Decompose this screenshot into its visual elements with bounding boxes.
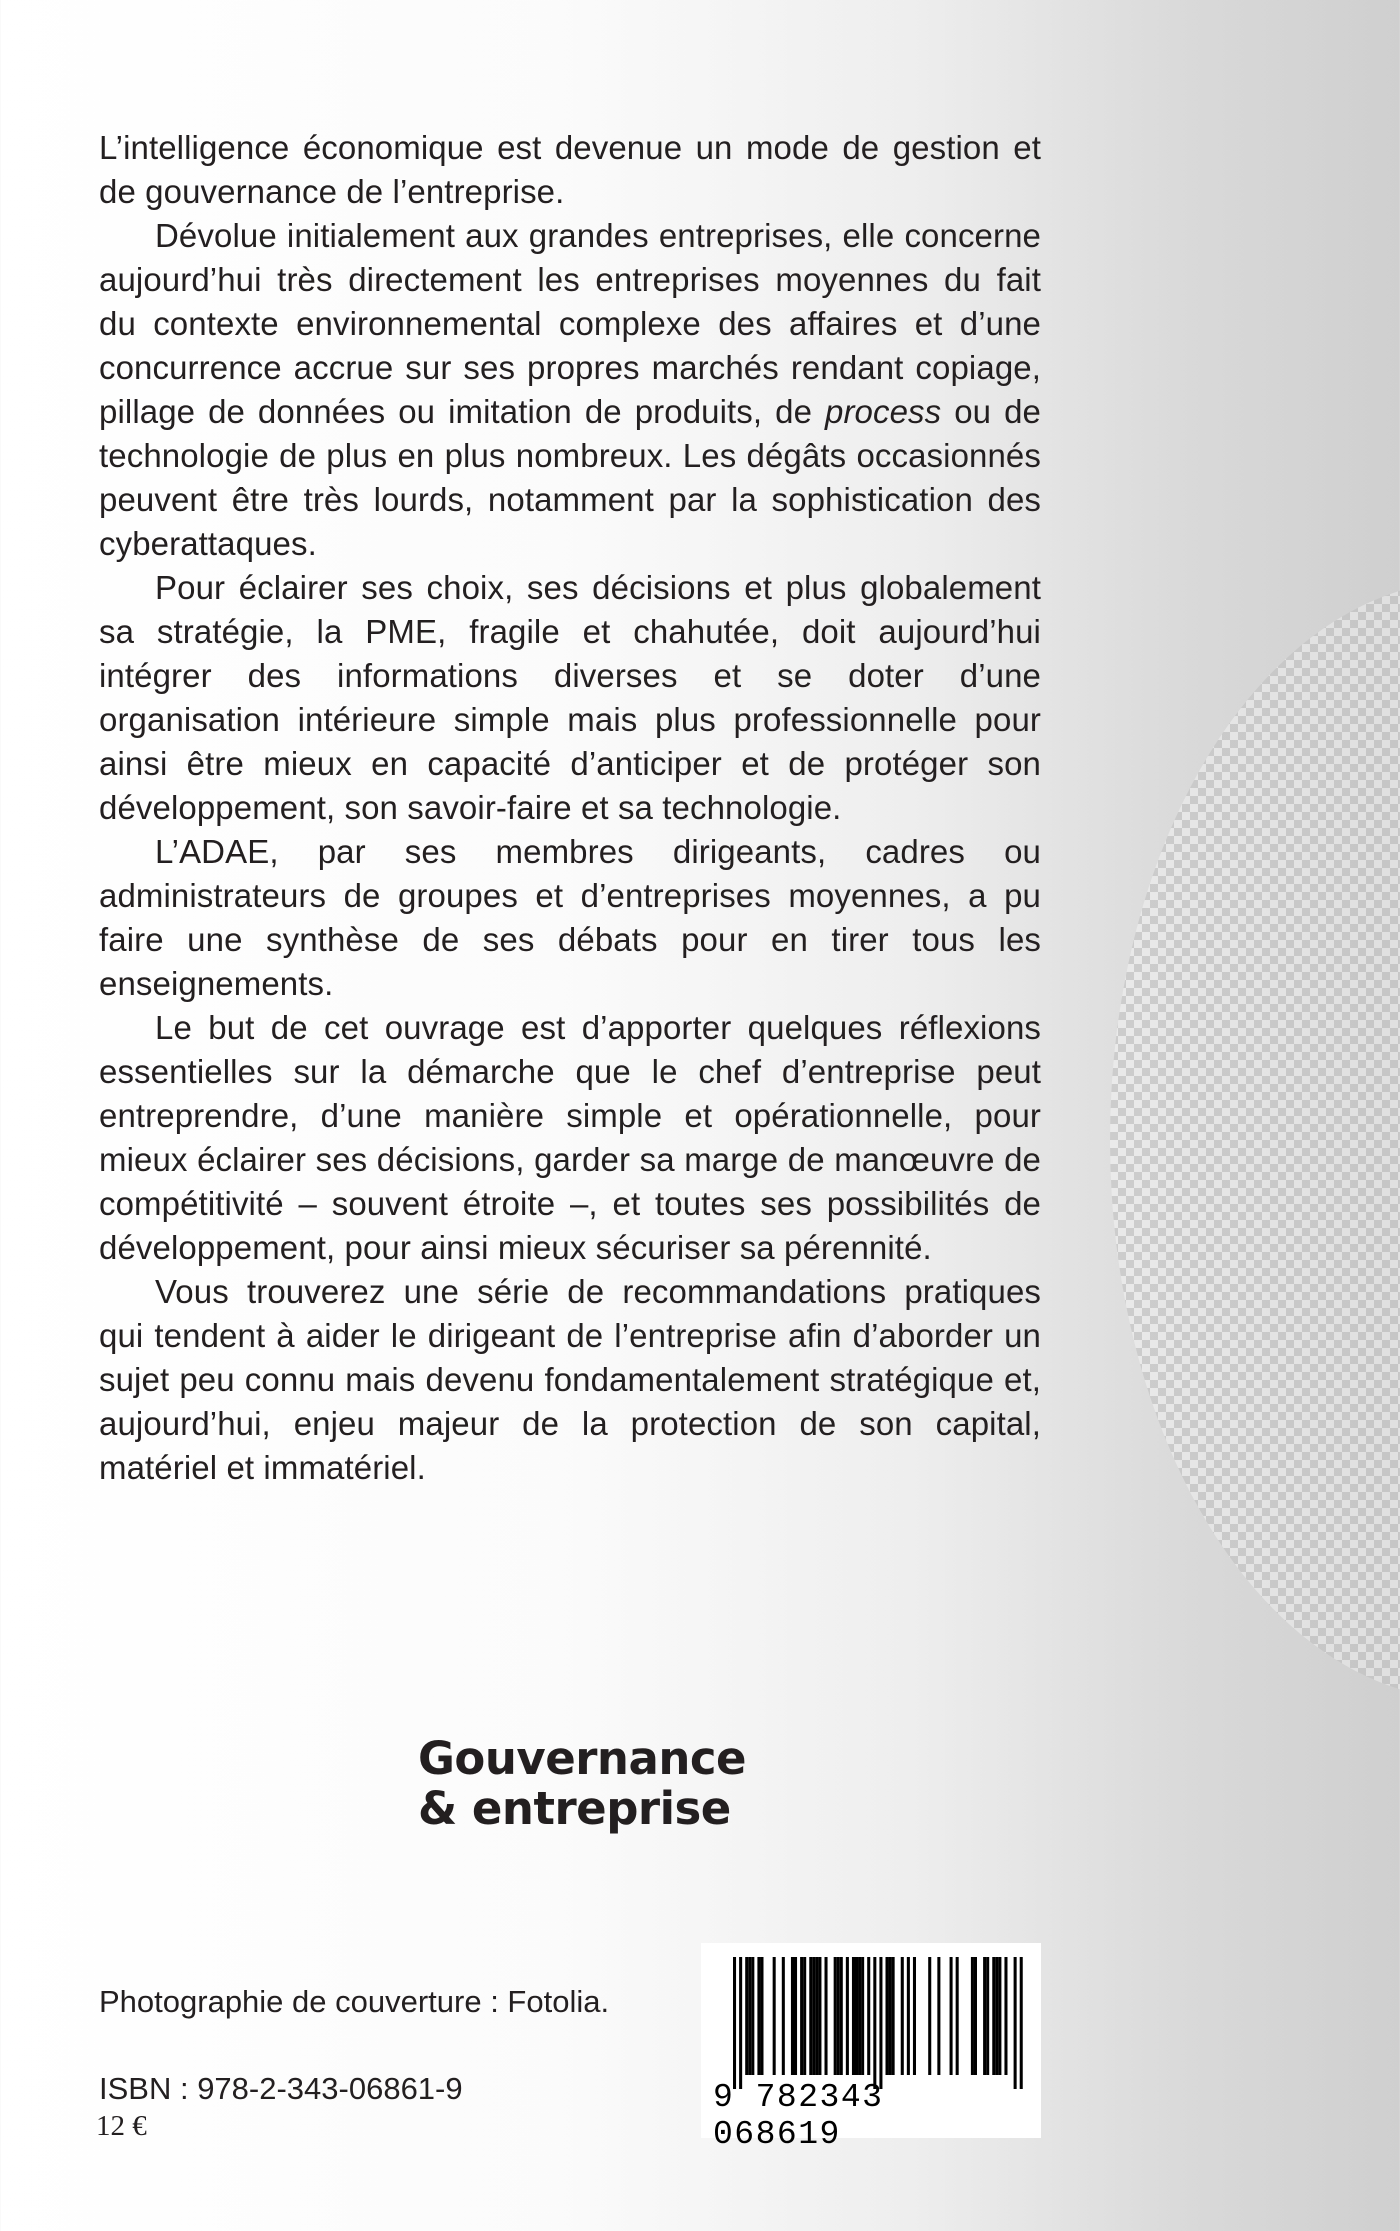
barcode-bar <box>812 1957 815 2075</box>
barcode-bar <box>892 1957 895 2075</box>
barcode-bar <box>950 1957 953 2075</box>
barcode <box>701 1943 1041 2153</box>
barcode-bar <box>928 1957 931 2075</box>
isbn: ISBN : 978-2-343-06861-9 <box>99 2071 463 2106</box>
barcode-bar <box>901 1957 904 2075</box>
barcode-bar <box>886 1957 889 2075</box>
price: 12 € <box>96 2110 147 2142</box>
barcode-bar <box>861 1957 864 2075</box>
barcode-bar <box>782 1957 785 2075</box>
barcode-bar <box>983 1957 986 2075</box>
barcode-bar <box>818 1957 821 2075</box>
barcode-bar <box>751 1957 754 2075</box>
barcode-bar <box>803 1957 806 2075</box>
barcode-bar <box>971 1957 974 2075</box>
series-title-line-2: & entreprise <box>418 1782 731 1835</box>
barcode-bar <box>867 1957 870 2075</box>
barcode-bar <box>748 1957 751 2075</box>
paragraph-2 <box>99 214 1041 566</box>
photo-credit: Photographie de couverture : Fotolia. <box>99 1984 610 2019</box>
barcode-bar <box>855 1957 858 2075</box>
barcode-bar <box>825 1957 828 2075</box>
barcode-bar <box>773 1957 776 2075</box>
barcode-bar <box>791 1957 794 2075</box>
barcode-bar <box>879 1957 882 2089</box>
barcode-bar <box>757 1957 760 2075</box>
barcode-bar <box>986 1957 989 2075</box>
barcode-bar <box>733 1957 736 2089</box>
back-cover-text <box>99 126 1041 1490</box>
barcode-bar <box>837 1957 840 2075</box>
barcode-bar <box>834 1957 837 2075</box>
barcode-bar <box>739 1957 742 2089</box>
decorative-checkered-circle <box>1110 580 1400 1700</box>
barcode-bar <box>992 1957 995 2075</box>
barcode-bar <box>809 1957 812 2075</box>
paragraph-5: Le but de cet ouvrage est d’apporter quelques réflexions essentielles sur la démarche que le chef d’entreprise peut entreprendre, d’une manière simple et opérationnelle, pour mieux éclairer ses décisions, garder sa marge de manœuvre de compétitivité – souvent étroite –, et toutes ses possibilités de développement, pour ainsi mieux sécuriser sa pérennité. <box>99 1009 1041 1266</box>
barcode-bar <box>858 1957 861 2075</box>
barcode-bar <box>937 1957 940 2075</box>
barcode-bar <box>907 1957 910 2075</box>
barcode-bar <box>1004 1957 1007 2075</box>
barcode-bar <box>913 1957 916 2075</box>
barcode-bar <box>840 1957 843 2075</box>
paragraph-1: L’intelligence économique est devenue un mode de gestion et de gouvernance de l’entreprise. <box>99 129 1041 210</box>
barcode-bar <box>800 1957 803 2075</box>
barcode-bar <box>998 1957 1001 2075</box>
barcode-bar <box>815 1957 818 2075</box>
paragraph-2-italic: process <box>825 393 942 430</box>
barcode-bar <box>794 1957 797 2075</box>
paragraph-3: Pour éclairer ses choix, ses décisions et plus globalement sa stratégie, la PME, fragile et chahutée, doit aujourd’hui intégrer des informations diverses et se doter d’une organisation intérieure simple mais plus professionnelle pour ainsi être mieux en capacité d’anticiper et de protéger son développement, son savoir-faire et sa technologie. <box>99 569 1041 826</box>
series-title-line-1: Gouvernance <box>418 1732 747 1785</box>
barcode-bar <box>889 1957 892 2075</box>
barcode-bar <box>1014 1957 1017 2089</box>
paragraph-2-part-2: ou de technologie de plus en plus nombreux. Les dégâts occasionnés peuvent être très lourds, notamment par la sophistication des cyberattaques. <box>99 393 1041 562</box>
barcode-digits: 9 782343 068619 <box>713 2079 884 2153</box>
barcode-bar <box>995 1957 998 2075</box>
barcode-bar <box>974 1957 977 2075</box>
barcode-bar <box>956 1957 959 2075</box>
barcode-bar <box>1020 1957 1023 2089</box>
paragraph-6: Vous trouverez une série de recommandations pratiques qui tendent à aider le dirigeant de l’entreprise afin d’aborder un sujet peu connu mais devenu fondamentalement stratégique et, aujourd’hui, enjeu majeur de la protection de son capital, matériel et immatériel. <box>99 1273 1041 1486</box>
barcode-bar <box>873 1957 876 2089</box>
barcode-bar <box>846 1957 849 2075</box>
series-title <box>418 1734 746 1834</box>
barcode-bar <box>852 1957 855 2075</box>
paragraph-2-part-1: Dévolue initialement aux grandes entreprises, elle concerne aujourd’hui très directement les entreprises moyennes du fait du contexte environnemental complexe des affaires et d’une concurrence accrue sur ses propres marchés rendant copiage, pillage de données ou imitation de produits, de <box>99 217 1041 430</box>
barcode-bar <box>745 1957 748 2075</box>
paragraph-4: L’ADAE, par ses membres dirigeants, cadres ou administrateurs de groupes et d’entreprises moyennes, a pu faire une synthèse de ses débats pour en tirer tous les enseignements. <box>99 833 1041 1002</box>
barcode-bar <box>760 1957 763 2075</box>
